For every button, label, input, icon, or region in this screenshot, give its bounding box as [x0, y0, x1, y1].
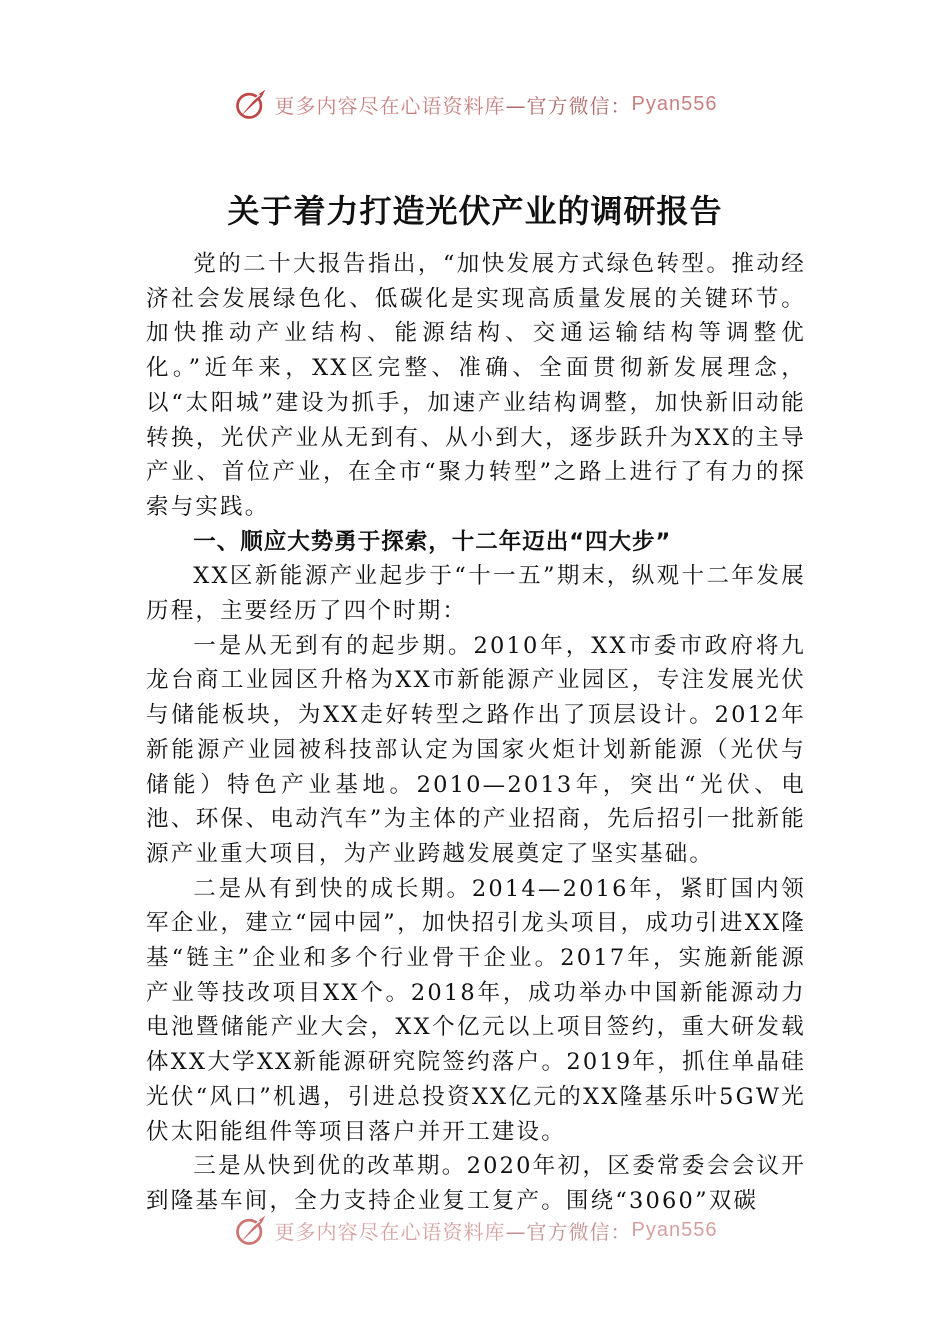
- watermark-text: 更多内容尽在心语资料库: [274, 1219, 506, 1244]
- watermark-text: 更多内容尽在心语资料库: [274, 93, 506, 118]
- watermark-wechat-id: Pyan556: [631, 1218, 718, 1241]
- watermark-footer: [0, 1212, 950, 1248]
- paragraph-intro: 党的二十大报告指出，“加快发展方式绿色转型。推动经济社会发展绿色化、低碳化是实现高质量发展的关键环节。加快推动产业结构、能源结构、交通运输结构等调整优化。”近年来，XX区完整、准确、全面贯彻新发展理念，以“太阳城”建设为抓手，加速产业结构调整，加快新旧动能转换，光伏产业从无到有、从小到大，逐步跃升为XX的主导产业、首位产业，在全市“聚力转型”之路上进行了有力的探索与实践。: [146, 251, 806, 520]
- paragraph-overview: XX区新能源产业起步于“十一五”期末，纵观十二年发展历程，主要经历了四个时期：: [146, 563, 806, 625]
- watermark-separator: —官方微信：: [505, 93, 632, 118]
- section-heading-1: 一、顺应大势勇于探索，十二年迈出“四大步”: [193, 528, 672, 555]
- watermark-separator: —官方微信：: [505, 1219, 632, 1244]
- watermark-header: [0, 86, 950, 122]
- paragraph-stage-2: 二是从有到快的成长期。2014—2016年，紧盯国内领军企业，建立“园中园”，加快招引龙头项目，成功引进XX隆基“链主”企业和多个行业骨干企业。2017年，实施新能源产业等技改项目XX个。2018年，成功举办中国新能源动力电池暨储能产业大会，XX个亿元以上项目签约，重大研发载体XX大学XX新能源研究院签约落户。2019年，抓住单晶硅光伏“风口”机遇，引进总投资XX亿元的XX隆基乐叶5GW光伏太阳能组件等项目落户并开工建设。: [146, 875, 806, 1145]
- quill-logo-icon: [233, 1212, 269, 1248]
- quill-logo-icon: [233, 86, 269, 122]
- paragraph-stage-1: 一是从无到有的起步期。2010年，XX市委市政府将九龙台商工业园区升格为XX市新能源产业园区，专注发展光伏与储能板块，为XX走好转型之路作出了顶层设计。2012年新能源产业园被科技部认定为国家火炬计划新能源（光伏与储能）特色产业基地。2010—2013年，突出“光伏、电池、环保、电动汽车”为主体的产业招商，先后招引一批新能源产业重大项目，为产业跨越发展奠定了坚实基础。: [146, 632, 806, 867]
- document-body: [146, 247, 806, 1219]
- paragraph-stage-3: 三是从快到优的改革期。2020年初，区委常委会会议开到隆基车间，全力支持企业复工复产。围绕“3060”双碳: [146, 1153, 806, 1214]
- watermark-wechat-id: Pyan556: [631, 92, 718, 115]
- document-title: 关于着力打造光伏产业的调研报告: [227, 192, 723, 230]
